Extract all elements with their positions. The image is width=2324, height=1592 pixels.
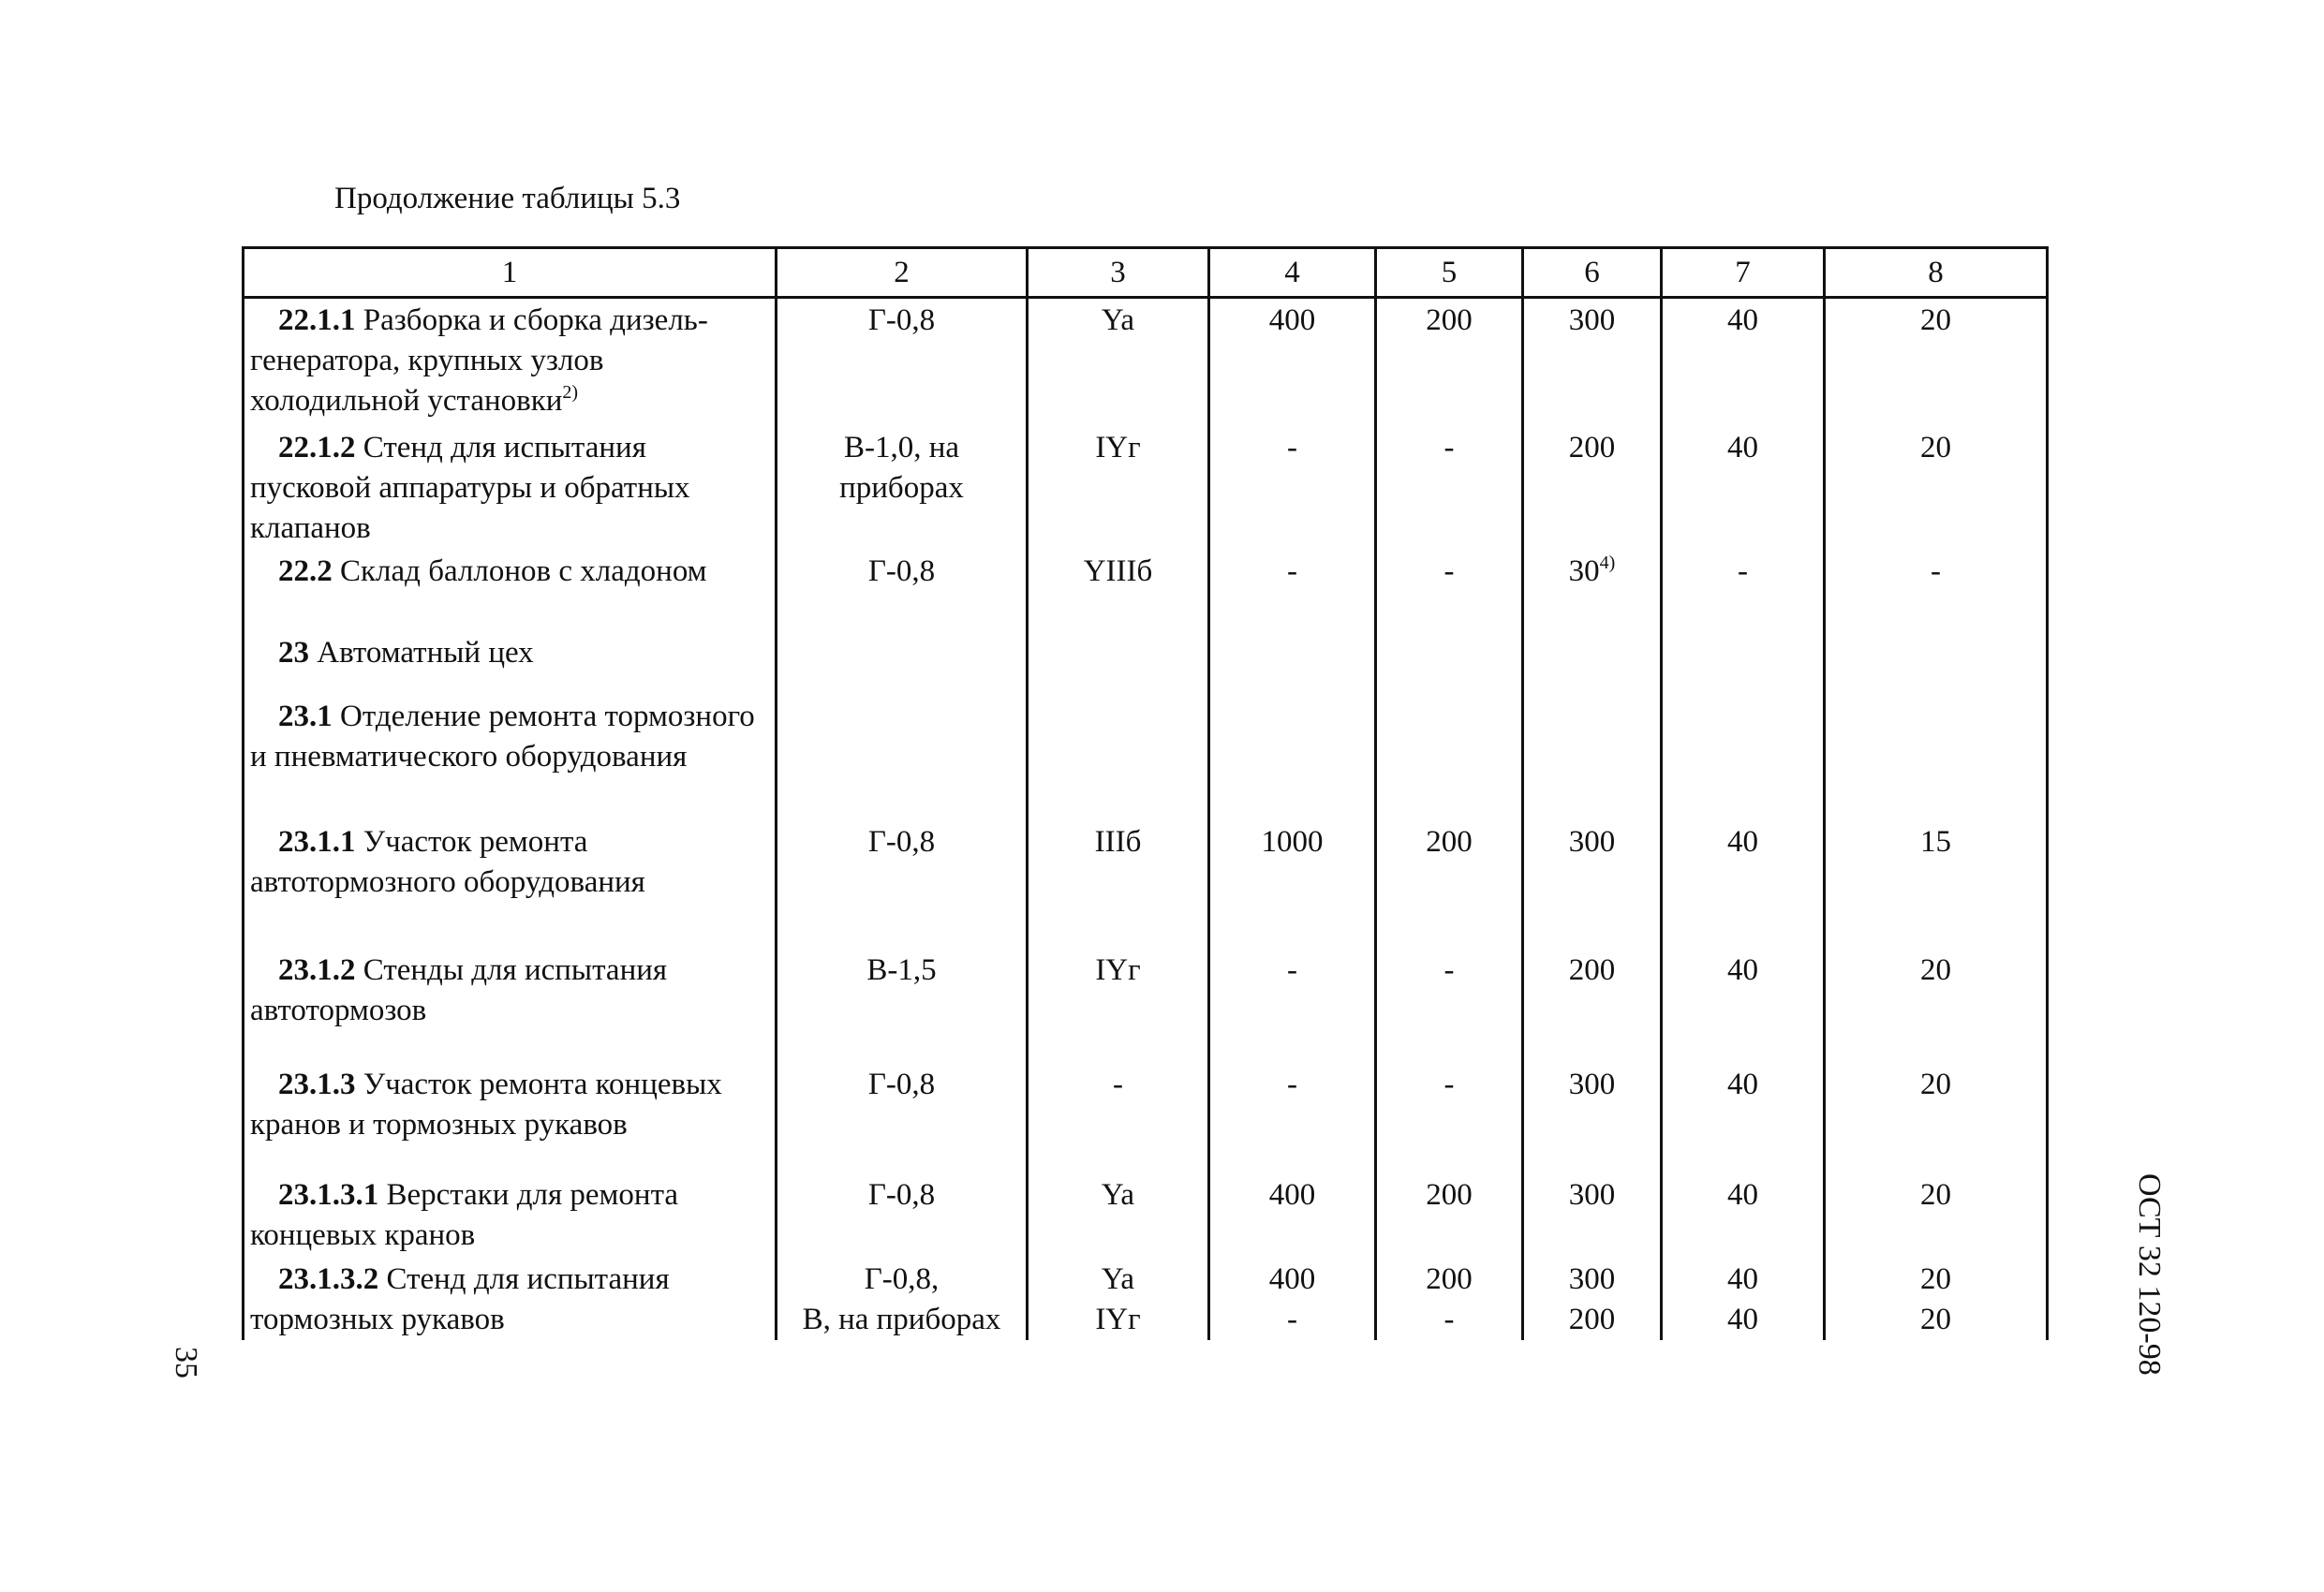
column-header: 1 <box>244 248 777 298</box>
cell-col4: - <box>1209 1300 1376 1340</box>
cell-col6 <box>1523 633 1662 697</box>
cell-col6 <box>1523 428 1662 552</box>
cell-col7: 40 <box>1662 1300 1825 1340</box>
item-number: 23.1.3.1 <box>278 1178 379 1212</box>
cell-col3: YIIIб <box>1028 552 1209 633</box>
cell-col5: - <box>1376 1300 1523 1340</box>
cell-col6 <box>1523 697 1662 822</box>
item-number: 23.1 <box>278 700 333 733</box>
table-row <box>244 428 2048 552</box>
room-name-cell <box>244 822 777 951</box>
table-row <box>244 552 2048 633</box>
cell-col2 <box>777 697 1028 822</box>
room-name-cell <box>244 633 777 697</box>
cell-col7: - <box>1662 552 1825 633</box>
cell-col8 <box>1825 633 2048 697</box>
cell-col3: - <box>1028 1065 1209 1175</box>
column-header: 5 <box>1376 248 1523 298</box>
cell-col6 <box>1523 298 1662 429</box>
item-title: Стенд для испытания <box>378 1262 670 1296</box>
room-name-cell <box>244 1175 777 1260</box>
cell-col7: 40 <box>1662 298 1825 429</box>
column-number-row <box>244 248 2048 298</box>
room-name-cell <box>244 951 777 1065</box>
cell-value: 300 <box>1568 1178 1616 1212</box>
cell-value: 200 <box>1568 431 1616 464</box>
room-name-cell <box>244 428 777 552</box>
item-title: Автоматный цех <box>309 636 534 670</box>
item-number: 23.1.3.2 <box>278 1262 379 1296</box>
cell-col7: 40 <box>1662 428 1825 552</box>
cell-col4: - <box>1209 428 1376 552</box>
cell-col8: - <box>1825 552 2048 633</box>
cell-value: 30 <box>1568 554 1600 588</box>
cell-col6 <box>1523 552 1662 633</box>
cell-col5: 200 <box>1376 1175 1523 1260</box>
cell-col3: Ya <box>1028 298 1209 429</box>
cell-col2: В, на приборах <box>777 1300 1028 1340</box>
cell-col4: 400 <box>1209 1175 1376 1260</box>
cell-col7 <box>1662 697 1825 822</box>
column-header: 7 <box>1662 248 1825 298</box>
column-header: 3 <box>1028 248 1209 298</box>
cell-col8: 20 <box>1825 428 2048 552</box>
cell-col8: 20 <box>1825 298 2048 429</box>
table-caption: Продолжение таблицы 5.3 <box>334 182 681 215</box>
cell-col6 <box>1523 951 1662 1065</box>
item-title: Стенд для испытания пусковой аппаратуры и обратных клапанов <box>250 431 690 545</box>
cell-col7 <box>1662 633 1825 697</box>
column-header: 2 <box>777 248 1028 298</box>
cell-col7: 40 <box>1662 1260 1825 1300</box>
cell-col2: Г-0,8 <box>777 552 1028 633</box>
cell-col8 <box>1825 697 2048 822</box>
item-title: Участок ремонта автотормозного оборудования <box>250 825 645 899</box>
cell-col6 <box>1523 1065 1662 1175</box>
room-name-cell <box>244 298 777 429</box>
cell-col4: - <box>1209 951 1376 1065</box>
cell-col6 <box>1523 1260 1662 1300</box>
table-row <box>244 951 2048 1065</box>
cell-col5 <box>1376 697 1523 822</box>
cell-col7: 40 <box>1662 822 1825 951</box>
cell-value: 200 <box>1568 1303 1616 1336</box>
cell-value: 300 <box>1568 303 1616 337</box>
cell-col5: 200 <box>1376 298 1523 429</box>
cell-col8: 20 <box>1825 1260 2048 1300</box>
cell-col2: Г-0,8 <box>777 822 1028 951</box>
cell-col2: Г-0,8 <box>777 298 1028 429</box>
cell-col5: - <box>1376 428 1523 552</box>
standards-table <box>242 246 2049 1340</box>
cell-col5: 200 <box>1376 822 1523 951</box>
cell-col5: - <box>1376 951 1523 1065</box>
item-title: Разборка и сборка дизель-генератора, крупных узлов холодильной установки <box>250 303 708 418</box>
column-header: 6 <box>1523 248 1662 298</box>
cell-col3: IYг <box>1028 428 1209 552</box>
cell-col5: 200 <box>1376 1260 1523 1300</box>
cell-col4: - <box>1209 1065 1376 1175</box>
cell-col2: В-1,5 <box>777 951 1028 1065</box>
cell-col6 <box>1523 1175 1662 1260</box>
cell-col4: 1000 <box>1209 822 1376 951</box>
document-code: ОСТ 32 120-98 <box>2132 1173 2167 1376</box>
table-row <box>244 633 2048 697</box>
item-title: Отделение ремонта тормозного и пневматического оборудования <box>250 700 755 774</box>
item-title: Участок ремонта концевых кранов и тормозных рукавов <box>250 1068 722 1142</box>
column-header: 8 <box>1825 248 2048 298</box>
cell-col5 <box>1376 633 1523 697</box>
cell-col3: Ya <box>1028 1260 1209 1300</box>
cell-col7: 40 <box>1662 951 1825 1065</box>
cell-col5: - <box>1376 1065 1523 1175</box>
cell-col8: 20 <box>1825 1065 2048 1175</box>
cell-col7: 40 <box>1662 1175 1825 1260</box>
footnote-ref: 2) <box>562 382 579 403</box>
cell-value: 300 <box>1568 1262 1616 1296</box>
page-number: 35 <box>169 1347 203 1378</box>
cell-value: 200 <box>1568 953 1616 987</box>
room-name-cell <box>244 1300 777 1340</box>
item-number: 23.1.2 <box>278 953 356 987</box>
column-header: 4 <box>1209 248 1376 298</box>
cell-value: 300 <box>1568 825 1616 859</box>
cell-col4: 400 <box>1209 298 1376 429</box>
footnote-ref: 4) <box>1599 553 1616 573</box>
cell-col3: IYг <box>1028 951 1209 1065</box>
cell-col4 <box>1209 633 1376 697</box>
item-number: 22.1.2 <box>278 431 356 464</box>
cell-col8: 15 <box>1825 822 2048 951</box>
cell-col2: Г-0,8, <box>777 1260 1028 1300</box>
item-number: 22.1.1 <box>278 303 356 337</box>
cell-col2 <box>777 633 1028 697</box>
table-row <box>244 298 2048 429</box>
cell-col2: Г-0,8 <box>777 1175 1028 1260</box>
cell-col4: - <box>1209 552 1376 633</box>
cell-col4 <box>1209 697 1376 822</box>
room-name-cell <box>244 552 777 633</box>
cell-col8: 20 <box>1825 951 2048 1065</box>
table-row <box>244 1260 2048 1300</box>
item-number: 23.1.1 <box>278 825 356 859</box>
item-number: 22.2 <box>278 554 333 588</box>
table-row <box>244 1175 2048 1260</box>
table-row <box>244 1300 2048 1340</box>
cell-col3 <box>1028 697 1209 822</box>
cell-col6 <box>1523 822 1662 951</box>
cell-col3: IYг <box>1028 1300 1209 1340</box>
cell-col2: Г-0,8 <box>777 1065 1028 1175</box>
cell-col3: IIIб <box>1028 822 1209 951</box>
cell-col6 <box>1523 1300 1662 1340</box>
table-row <box>244 697 2048 822</box>
cell-col4: 400 <box>1209 1260 1376 1300</box>
room-name-cell <box>244 1065 777 1175</box>
item-number: 23.1.3 <box>278 1068 356 1101</box>
cell-col2: В-1,0, на приборах <box>777 428 1028 552</box>
cell-value: 300 <box>1568 1068 1616 1101</box>
item-title: Склад баллонов с хладоном <box>332 554 707 588</box>
table-row <box>244 822 2048 951</box>
item-title: тормозных рукавов <box>250 1303 505 1336</box>
cell-col8: 20 <box>1825 1175 2048 1260</box>
cell-col3: Ya <box>1028 1175 1209 1260</box>
item-title: Верстаки для ремонта концевых кранов <box>250 1178 679 1252</box>
room-name-cell <box>244 1260 777 1300</box>
item-number: 23 <box>278 636 309 670</box>
cell-col7: 40 <box>1662 1065 1825 1175</box>
cell-col5: - <box>1376 552 1523 633</box>
cell-col8: 20 <box>1825 1300 2048 1340</box>
table-row <box>244 1065 2048 1175</box>
item-title: Стенды для испытания автотормозов <box>250 953 668 1027</box>
room-name-cell <box>244 697 777 822</box>
cell-col3 <box>1028 633 1209 697</box>
